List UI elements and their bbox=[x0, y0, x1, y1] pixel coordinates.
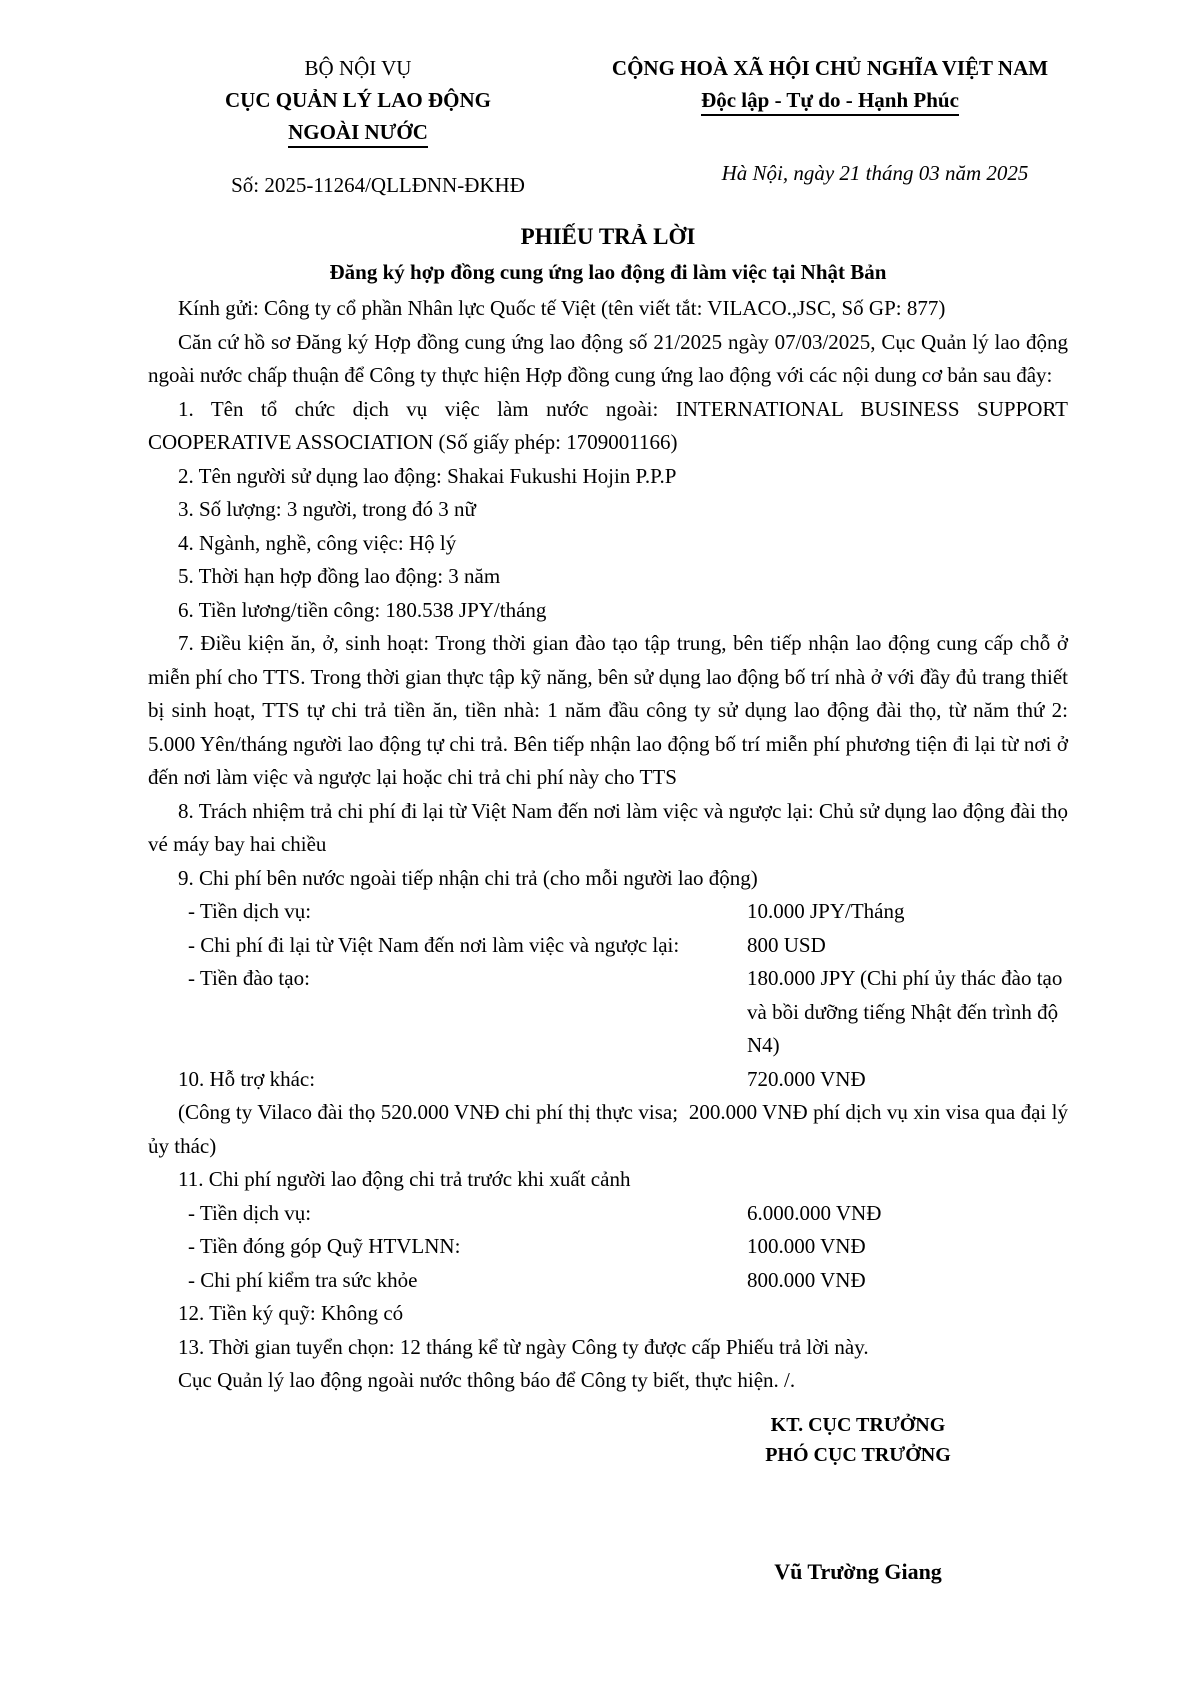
fee-value: 100.000 VNĐ bbox=[747, 1234, 866, 1258]
item-11-heading: 11. Chi phí người lao động chi trả trước khi xuất cảnh bbox=[178, 1167, 631, 1191]
fee-label: - Tiền dịch vụ: bbox=[188, 899, 312, 923]
document-number: Số: 2025-11264/QLLĐNN-ĐKHĐ bbox=[231, 173, 525, 197]
item-8: 8. Trách nhiệm trả chi phí đi lại từ Việt Nam đến nơi làm việc và ngược lại: Chủ sử dụng lao động đài thọ vé máy bay hai chiều bbox=[148, 798, 1068, 856]
fee-label: - Chi phí kiểm tra sức khỏe bbox=[188, 1267, 418, 1292]
fee-row-training-foreign bbox=[148, 962, 1068, 1063]
item-10-row bbox=[148, 1063, 1068, 1097]
fee-value: 10.000 JPY/Tháng bbox=[747, 899, 905, 923]
fee-value: 180.000 JPY (Chi phí ủy thác đào tạo và bồi dưỡng tiếng Nhật đến trình độ N4) bbox=[747, 966, 1063, 1057]
document-header bbox=[148, 52, 1068, 198]
fee-row-health-worker bbox=[148, 1264, 1068, 1298]
item-10-value: 720.000 VNĐ bbox=[747, 1066, 866, 1091]
fee-value: 6.000.000 VNĐ bbox=[747, 1200, 882, 1225]
issuing-agency-block bbox=[148, 52, 568, 198]
agency-name-underline: NGOÀI NƯỚC bbox=[288, 119, 428, 148]
fee-label: - Tiền đào tạo: bbox=[188, 966, 310, 990]
fee-label: - Chi phí đi lại từ Việt Nam đến nơi làm việc và ngược lại: bbox=[188, 932, 680, 957]
intro-paragraph: Căn cứ hồ sơ Đăng ký Hợp đồng cung ứng lao động số 21/2025 ngày 07/03/2025, Cục Quản lý lao động ngoài nước chấp thuận để Công ty thực hiện Hợp đồng cung ứng lao động với các nội dung cơ bản sau đây: bbox=[148, 329, 1068, 387]
fee-row-service-worker bbox=[148, 1197, 1068, 1231]
agency-name-line2 bbox=[148, 116, 568, 148]
fee-value: 800 USD bbox=[747, 932, 826, 957]
item-3: 3. Số lượng: 3 người, trong đó 3 nữ bbox=[178, 497, 476, 521]
item-10-label: 10. Hỗ trợ khác: bbox=[178, 1066, 316, 1091]
item-4: 4. Ngành, nghề, công việc: Hộ lý bbox=[178, 530, 457, 555]
signer-name: Vũ Trường Giang bbox=[774, 1558, 942, 1584]
recipient-line: Kính gửi: Công ty cổ phần Nhân lực Quốc tế Việt (tên viết tắt: VILACO.,JSC, Số GP: 877) bbox=[178, 296, 946, 320]
item-10-note: (Công ty Vilaco đài thọ 520.000 VNĐ chi phí thị thực visa; 200.000 VNĐ phí dịch vụ xin visa qua đại lý ủy thác) bbox=[148, 1100, 1068, 1158]
agency-name-line1: CỤC QUẢN LÝ LAO ĐỘNG bbox=[224, 88, 491, 112]
document-body bbox=[148, 292, 1068, 1398]
fee-row-fund-worker bbox=[148, 1230, 1068, 1264]
parent-agency-name: BỘ NỘI VỤ bbox=[304, 56, 412, 80]
item-2: 2. Tên người sử dụng lao động: Shakai Fukushi Hojin P.P.P bbox=[178, 463, 677, 488]
document-title: PHIẾU TRẢ LỜI bbox=[520, 224, 696, 249]
fee-row-service-foreign bbox=[148, 895, 1068, 929]
fee-value: 800.000 VNĐ bbox=[747, 1267, 866, 1292]
fee-label: - Tiền dịch vụ: bbox=[188, 1200, 312, 1225]
item-13: 13. Thời gian tuyển chọn: 12 tháng kể từ ngày Công ty được cấp Phiếu trả lời này. bbox=[178, 1334, 869, 1359]
place-and-date: Hà Nội, ngày 21 tháng 03 năm 2025 bbox=[721, 161, 1029, 185]
item-6: 6. Tiền lương/tiền công: 180.538 JPY/tháng bbox=[178, 597, 547, 622]
signature-block bbox=[708, 1410, 1008, 1586]
national-header-block bbox=[597, 52, 1063, 186]
national-motto-line2 bbox=[597, 84, 1063, 116]
item-12: 12. Tiền ký quỹ: Không có bbox=[178, 1301, 404, 1325]
signer-title-line2: PHÓ CỤC TRƯỞNG bbox=[765, 1443, 951, 1466]
item-7: 7. Điều kiện ăn, ở, sinh hoạt: Trong thời gian đào tạo tập trung, bên tiếp nhận lao động cung cấp chỗ ở miễn phí cho TTS. Trong thời gian thực tập kỹ năng, bên sử dụng lao động bố trí nhà ở với đầy đủ trang thiết bị sinh hoạt, TTS tự chi trả tiền ăn, tiền nhà: 1 năm đầu công ty sử dụng lao động đài thọ, từ năm thứ 2: 5.000 Yên/tháng người lao động tự chi trả. Bên tiếp nhận lao động bố trí miễn phí phương tiện đi lại từ nơi ở đến nơi làm việc và ngược lại hoặc chi trả chi phí này cho TTS bbox=[148, 631, 1068, 789]
fee-row-travel-foreign bbox=[148, 929, 1068, 963]
closing-paragraph: Cục Quản lý lao động ngoài nước thông báo để Công ty biết, thực hiện. /. bbox=[178, 1368, 796, 1392]
motto-underline: Độc lập - Tự do - Hạnh Phúc bbox=[701, 87, 959, 116]
national-motto-line1: CỘNG HOÀ XÃ HỘI CHỦ NGHĨA VIỆT NAM bbox=[611, 56, 1049, 80]
item-9-heading: 9. Chi phí bên nước ngoài tiếp nhận chi trả (cho mỗi người lao động) bbox=[178, 865, 758, 890]
fee-label: - Tiền đóng góp Quỹ HTVLNN: bbox=[188, 1234, 461, 1258]
item-5: 5. Thời hạn hợp đồng lao động: 3 năm bbox=[178, 564, 501, 588]
item-1: 1. Tên tổ chức dịch vụ việc làm nước ngoài: INTERNATIONAL BUSINESS SUPPORT COOPERATIVE ASSOCIATION (Số giấy phép: 1709001166) bbox=[148, 396, 1068, 454]
signer-title-line1: KT. CỤC TRƯỞNG bbox=[770, 1413, 946, 1436]
document-content bbox=[148, 52, 1068, 1586]
document-subtitle: Đăng ký hợp đồng cung ứng lao động đi làm việc tại Nhật Bản bbox=[329, 260, 887, 284]
